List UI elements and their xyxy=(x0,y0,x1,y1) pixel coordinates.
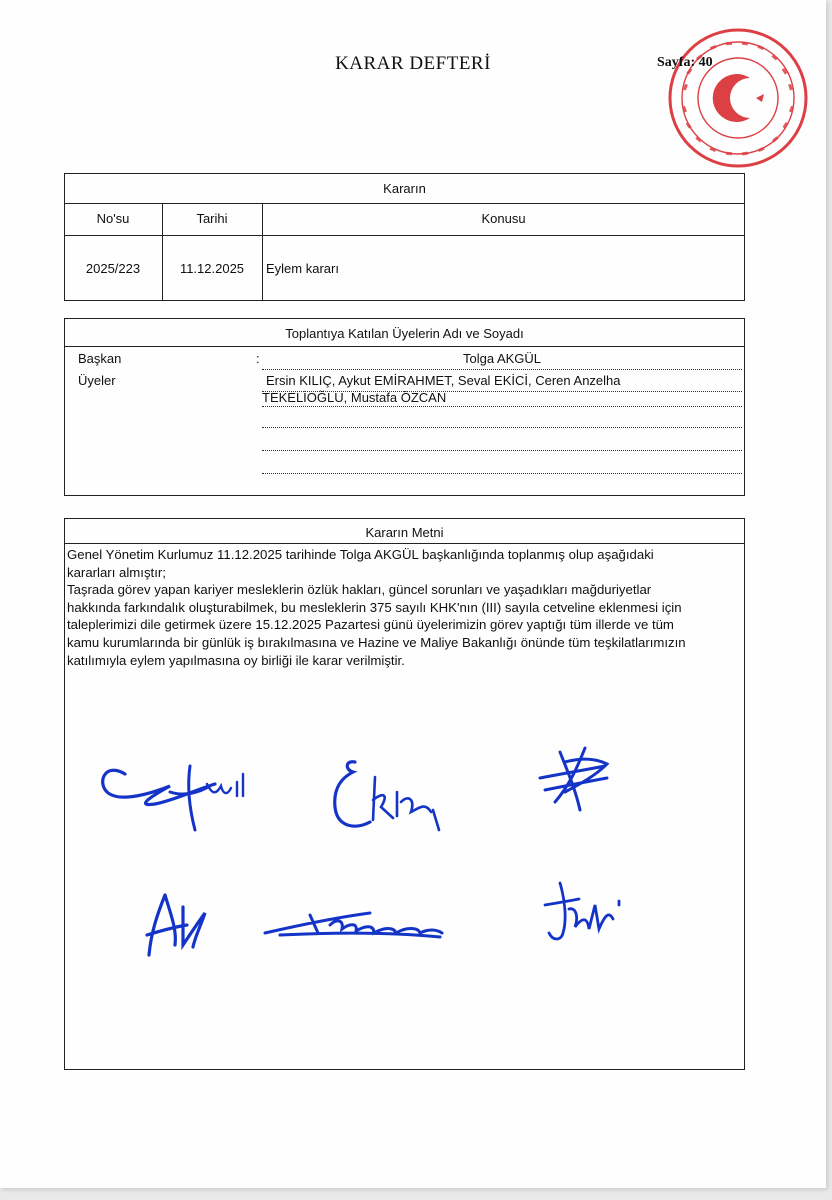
signature-chair xyxy=(95,752,255,842)
column-no: No'su xyxy=(96,211,130,226)
members-names-line1: Ersin KILIÇ, Aykut EMİRAHMET, Seval EKİCİ, Ceren Anzelha xyxy=(266,373,621,388)
decision-text-line: Genel Yönetim Kurlumuz 11.12.2025 tarihinde Tolga AKGÜL başkanlığında toplanmış olup aşağıdaki xyxy=(67,547,654,562)
table-divider xyxy=(64,203,745,204)
decision-subject: Eylem kararı xyxy=(266,261,339,276)
decision-number: 2025/223 xyxy=(85,261,141,276)
decision-text-body xyxy=(67,546,747,669)
dotted-line xyxy=(262,427,742,428)
signature-member-2 xyxy=(525,740,625,815)
members-table-header: Toplantıya Katılan Üyelerin Adı ve Soyadı xyxy=(285,326,524,341)
decision-text-header: Kararın Metni xyxy=(365,525,444,540)
column-subject: Konusu xyxy=(481,211,526,226)
dotted-line xyxy=(262,473,742,474)
column-date: Tarihi xyxy=(196,211,228,226)
decision-text-line: kararları almıştır; xyxy=(67,564,166,580)
signature-member-5 xyxy=(535,875,625,950)
decision-text-line: Taşrada görev yapan kariyer mesleklerin özlük hakları, güncel sorunları ve yaşadıkları mağduriyetlar xyxy=(67,582,652,598)
decision-table-header: Kararın xyxy=(383,181,426,196)
members-names-line2: TEKELİOĞLU, Mustafa ÖZCAN xyxy=(262,390,447,405)
members-table xyxy=(64,318,745,496)
chair-name: Tolga AKGÜL xyxy=(462,351,542,366)
table-divider xyxy=(64,346,745,347)
dotted-line xyxy=(262,406,742,407)
dotted-line xyxy=(262,450,742,451)
signature-member-4 xyxy=(260,895,450,945)
dotted-line xyxy=(262,369,742,370)
decision-text-line: hakkında farkındalık oluşturabilmek, bu mesleklerin 375 sayılı KHK'nın (III) sayıla cetveline eklenmesi için xyxy=(67,599,682,615)
table-divider xyxy=(64,235,745,236)
decision-date: 11.12.2025 xyxy=(179,261,245,276)
table-divider xyxy=(64,543,745,544)
page-number: Sayfa: 40 xyxy=(657,55,713,70)
decision-text-line: katılımıyla eylem yapılmasına oy birliği ile karar verilmiştir. xyxy=(67,652,405,668)
chair-label: Başkan xyxy=(78,351,122,366)
signature-member-3 xyxy=(135,885,215,960)
official-stamp-seal xyxy=(664,28,812,168)
members-label: Üyeler xyxy=(78,373,116,388)
decision-text-line: kamu kurumlarında bir günlük iş bırakılmasına ve Hazine ve Maliye Bakanlığı önünde tüm teşkilatlarımızın xyxy=(67,634,686,650)
colon-separator: : xyxy=(256,351,260,366)
signature-member-1 xyxy=(315,752,445,837)
decision-text-line: taleplerimizi dile getirmek üzere 15.12.2025 Pazartesi günü üyelerimizin görev yaptığı tüm illerde ve tüm xyxy=(67,617,674,633)
document-title: KARAR DEFTERİ xyxy=(335,53,491,74)
